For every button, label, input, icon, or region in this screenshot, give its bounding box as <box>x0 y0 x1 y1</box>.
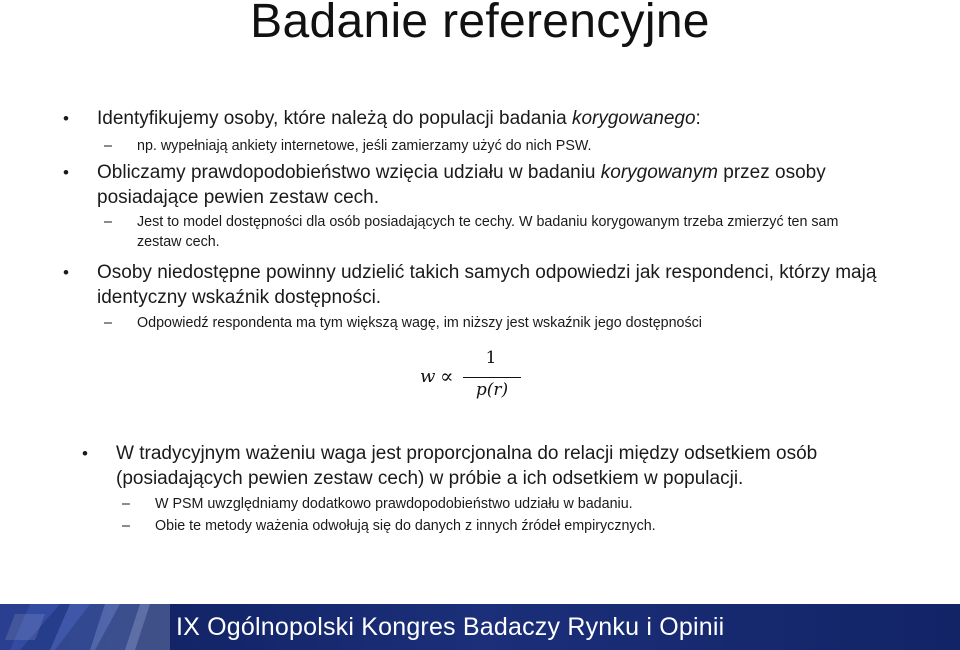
congress-banner <box>0 604 960 650</box>
bullet-1-italic: korygowanego <box>571 108 696 129</box>
subbullet-4 <box>122 494 895 514</box>
bullet-4 <box>82 441 906 491</box>
bullet-3-text: Osoby niedostępne powinny udzielić takich samych odpowiedzi jak respondenci, którzy mają identyczny wskaźnik dostępności. <box>97 262 877 308</box>
bullet-marker: • <box>63 263 69 282</box>
bullet-3 <box>63 260 877 310</box>
subbullet-5 <box>122 516 895 536</box>
bullet-marker: • <box>63 109 69 128</box>
subbullet-2-text: Jest to model dostępności dla osób posiadających te cechy. W badaniu korygowanym trzeba zmierzyć ten sam zestaw cech. <box>137 214 839 250</box>
dash-marker: – <box>104 315 112 331</box>
dash-marker: – <box>122 496 130 512</box>
bullet-marker: • <box>82 444 88 463</box>
subbullet-3 <box>104 313 917 333</box>
subbullet-4-text: W PSM uwzględniamy dodatkowo prawdopodobieństwo udziału w badaniu. <box>155 496 633 512</box>
subbullet-3-text: Odpowiedź respondenta ma tym większą wagę, im niższy jest wskaźnik jego dostępności <box>137 315 702 331</box>
bullet-1 <box>63 106 897 131</box>
formula-numerator: 1 <box>485 348 497 368</box>
banner-decoration-icon <box>0 604 170 650</box>
bullet-2-suffix: przez osoby posiadające pewien zestaw cech. <box>97 162 826 208</box>
formula-denominator: p(r) <box>475 380 509 400</box>
formula-lhs: w <box>420 366 436 387</box>
bullet-2-text: Obliczamy prawdopodobieństwo wzięcia udziału w badaniu <box>97 162 601 183</box>
subbullet-2 <box>104 212 877 252</box>
banner-text: IX Ogólnopolski Kongres Badaczy Rynku i Opinii <box>176 613 725 641</box>
fraction-bar <box>463 377 521 378</box>
proportional-symbol: ∝ <box>440 364 454 388</box>
bullet-4-text: W tradycyjnym ważeniu waga jest proporcjonalna do relacji między odsetkiem osób (posiadających pewien zestaw cech) w próbie a ich odsetkiem w populacji. <box>116 443 818 489</box>
slide-title: Badanie referencyjne <box>250 0 710 48</box>
dash-marker: – <box>104 138 112 154</box>
weight-formula <box>420 350 510 410</box>
bullet-1-text: Identyfikujemy osoby, które należą do populacji badania <box>97 108 572 129</box>
subbullet-1 <box>104 136 857 156</box>
subbullet-1-text: np. wypełniają ankiety internetowe, jeśli zamierzamy użyć do nich PSW. <box>137 138 592 154</box>
bullet-1-suffix: : <box>695 108 701 129</box>
bullet-marker: • <box>63 163 69 182</box>
dash-marker: – <box>104 214 112 230</box>
subbullet-5-text: Obie te metody ważenia odwołują się do danych z innych źródeł empirycznych. <box>155 518 656 534</box>
bullet-2-italic: korygowanym <box>600 162 718 183</box>
bullet-2 <box>63 160 867 210</box>
dash-marker: – <box>122 518 130 534</box>
